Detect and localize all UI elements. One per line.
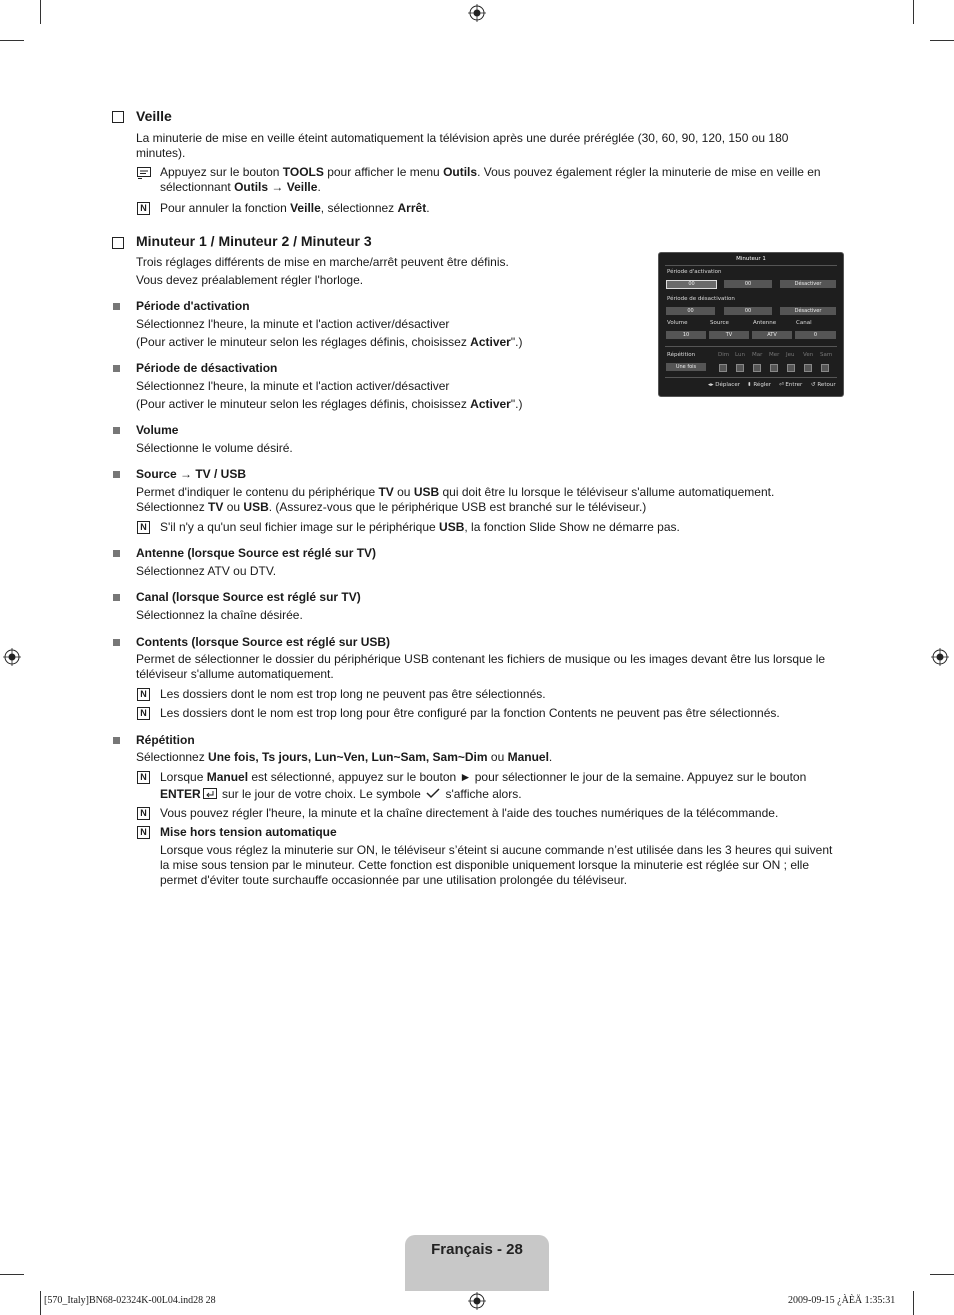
tv-on-minute-field[interactable]: 00: [724, 280, 772, 288]
item-title-desactivation: Période de désactivation: [136, 361, 278, 375]
tv-on-hour-field[interactable]: 00: [666, 280, 717, 289]
tools-icon: [137, 167, 151, 179]
tv-antenne-label: Antenne: [753, 320, 777, 326]
tv-antenne-field[interactable]: ATV: [752, 331, 792, 339]
crop-mark: [40, 1291, 41, 1315]
volume-line-1: Sélectionne le volume désiré.: [136, 441, 293, 455]
return-icon: ↺: [811, 382, 816, 388]
tv-panel-title: Minuteur 1: [736, 256, 766, 262]
tv-repetition-field[interactable]: Une fois: [666, 363, 706, 371]
item-title-source: Source → TV / USB: [136, 467, 247, 481]
tv-activation-label: Période d'activation: [667, 269, 722, 275]
minuteur-intro-2: Vous devez préalablement régler l'horloge.: [136, 273, 364, 287]
enter-icon: ⏎: [779, 382, 784, 388]
tv-deactivation-label: Période de désactivation: [667, 296, 735, 302]
item-title-volume: Volume: [136, 423, 179, 437]
tv-day-label: Jeu: [786, 352, 795, 358]
registration-mark-icon: [931, 648, 949, 666]
veille-description: La minuterie de mise en veille éteint automatiquement la télévision après une durée préréglée (30, 60, 90, 120, 150 ou 180 minutes).: [136, 131, 789, 160]
tv-day-label: Lun: [735, 352, 745, 358]
note-icon: N: [137, 202, 150, 215]
note-icon: N: [137, 688, 150, 701]
tv-day-checkbox[interactable]: [753, 364, 761, 372]
note-icon: N: [137, 707, 150, 720]
note-icon: N: [137, 521, 150, 534]
minuteur-intro-1: Trois réglages différents de mise en marche/arrêt peuvent être définis.: [136, 255, 509, 269]
desactivation-line-1: Sélectionnez l'heure, la minute et l'action activer/désactiver: [136, 379, 450, 393]
tv-canal-field[interactable]: 0: [795, 331, 836, 339]
veille-tools-note: Appuyez sur le bouton TOOLS pour afficher le menu Outils. Vous pouvez également régler la minuterie de mise en veille en sélectionnant Outils → Veille.: [160, 165, 821, 194]
tv-day-label: Dim: [718, 352, 730, 358]
canal-line-1: Sélectionnez la chaîne désirée.: [136, 608, 303, 622]
section-title-veille: Veille: [136, 108, 172, 124]
activation-line-1: Sélectionnez l'heure, la minute et l'action activer/désactiver: [136, 317, 450, 331]
registration-mark-icon: [3, 648, 21, 666]
tv-divider: [665, 265, 837, 266]
footer-timestamp: 2009-09-15 ¿ÀÈÄ 1:35:31: [788, 1295, 896, 1306]
tv-volume-field[interactable]: 10: [666, 331, 706, 339]
note-icon: N: [137, 771, 150, 784]
repetition-note-1-line-1: Lorsque Manuel est sélectionné, appuyez sur le bouton ► pour sélectionner le jour de la semaine. Appuyez sur le bouton: [160, 770, 807, 784]
contents-note-2: Les dossiers dont le nom est trop long pour être configuré par la fonction Contents ne peuvent pas être sélectionnés.: [160, 706, 780, 720]
tv-source-label: Source: [710, 320, 729, 326]
repetition-note-1-line-2: ENTER sur le jour de votre choix. Le symbole s'affiche alors.: [160, 787, 522, 801]
tv-repetition-label: Répétition: [667, 352, 696, 358]
repetition-note-3-title: Mise hors tension automatique: [160, 825, 337, 839]
tv-on-action-field[interactable]: Désactiver: [780, 280, 836, 288]
activation-line-2: (Pour activer le minuteur selon les réglages définis, choisissez Activer".): [136, 335, 523, 349]
crop-mark: [913, 0, 914, 24]
bullet-square-icon: [113, 594, 120, 601]
item-title-canal: Canal (lorsque Source est réglé sur TV): [136, 590, 361, 604]
bullet-square-icon: [113, 737, 120, 744]
bullet-square-icon: [113, 365, 120, 372]
antenne-line-1: Sélectionnez ATV ou DTV.: [136, 564, 277, 578]
tv-day-label: Ven: [803, 352, 814, 358]
tv-divider: [665, 377, 837, 378]
tv-divider: [665, 346, 837, 347]
crop-mark: [0, 40, 24, 41]
checkbox-bullet-icon: [112, 237, 124, 249]
repetition-note-2: Vous pouvez régler l'heure, la minute et la chaîne directement à l'aide des touches numériques de la télécommande.: [160, 806, 779, 820]
footer-file-info: [570_Italy]BN68-02324K-00L04.ind28 28: [44, 1295, 216, 1306]
tv-day-label: Sam: [820, 352, 833, 358]
registration-mark-icon: [468, 1292, 486, 1310]
note-icon: N: [137, 807, 150, 820]
crop-mark: [913, 1291, 914, 1315]
tv-source-field[interactable]: TV: [709, 331, 749, 339]
bullet-square-icon: [113, 471, 120, 478]
tv-off-minute-field[interactable]: 00: [724, 307, 772, 315]
tv-timer-panel: [658, 252, 844, 397]
item-title-contents: Contents (lorsque Source est réglé sur USB): [136, 635, 391, 649]
bullet-square-icon: [113, 639, 120, 646]
crop-mark: [930, 40, 954, 41]
tv-day-checkbox[interactable]: [770, 364, 778, 372]
source-line-2: Sélectionnez TV ou USB. (Assurez-vous que le périphérique USB est branché sur le téléviseur.): [136, 500, 647, 514]
tv-day-checkbox[interactable]: [719, 364, 727, 372]
desactivation-line-2: (Pour activer le minuteur selon les réglages définis, choisissez Activer".): [136, 397, 523, 411]
tv-day-checkbox[interactable]: [804, 364, 812, 372]
source-note: S'il n'y a qu'un seul fichier image sur le périphérique USB, la fonction Slide Show ne démarre pas.: [160, 520, 680, 534]
tv-day-label: Mer: [769, 352, 780, 358]
repetition-note-3-body: Lorsque vous réglez la minuterie sur ON, le téléviseur s’éteint si aucune commande n’est utilisée dans les 3 heures qui suivent la mise sous tension par le minuteur. Cette fonction est disponible uniquement lorsque la minuterie est réglée sur ON ; elle permet d'éviter toute surchauffe occasionnée par une utilisation prolongée du téléviseur.: [160, 843, 833, 887]
checkbox-bullet-icon: [112, 111, 124, 123]
contents-line-1: Permet de sélectionner le dossier du périphérique USB contenant les fichiers de musique ou les images devant être lus lorsque le téléviseur s'allume automatiquement.: [136, 652, 826, 681]
crop-mark: [930, 1274, 954, 1275]
enter-icon: [203, 788, 217, 799]
item-title-antenne: Antenne (lorsque Source est réglé sur TV): [136, 546, 377, 560]
up-down-arrow-icon: ⬍: [747, 382, 752, 388]
item-title-repetition: Répétition: [136, 733, 195, 747]
tv-nav-return: ↺ Retour: [811, 382, 836, 388]
source-line-1: Permet d'indiquer le contenu du périphérique TV ou USB qui doit être lu lorsque le téléviseur s'allume automatiquement.: [136, 485, 775, 499]
note-icon: N: [137, 826, 150, 839]
page-number-badge: [405, 1235, 549, 1291]
left-right-arrow-icon: ◂▸: [708, 382, 714, 388]
repetition-line-1: Sélectionnez Une fois, Ts jours, Lun~Ven, Lun~Sam, Sam~Dim ou Manuel.: [136, 750, 553, 764]
tv-day-checkbox[interactable]: [736, 364, 744, 372]
tv-canal-label: Canal: [796, 320, 812, 326]
tv-nav-enter: ⏎ Entrer: [779, 382, 803, 388]
tv-nav-move: ◂▸ Déplacer: [708, 382, 740, 388]
checkmark-icon: [426, 788, 440, 799]
item-title-activation: Période d'activation: [136, 299, 250, 313]
tv-day-label: Mar: [752, 352, 763, 358]
tv-nav-adjust: ⬍ Régler: [747, 382, 771, 388]
bullet-square-icon: [113, 303, 120, 310]
veille-cancel-note: Pour annuler la fonction Veille, sélectionnez Arrêt.: [160, 201, 430, 215]
bullet-square-icon: [113, 550, 120, 557]
tv-volume-label: Volume: [667, 320, 688, 326]
tv-off-hour-field[interactable]: 00: [666, 307, 715, 315]
tv-off-action-field[interactable]: Désactiver: [780, 307, 836, 315]
crop-mark: [0, 1274, 24, 1275]
bullet-square-icon: [113, 427, 120, 434]
contents-note-1: Les dossiers dont le nom est trop long ne peuvent pas être sélectionnés.: [160, 687, 546, 701]
registration-mark-icon: [468, 4, 486, 22]
section-title-minuteur: Minuteur 1 / Minuteur 2 / Minuteur 3: [136, 233, 372, 249]
crop-mark: [40, 0, 41, 24]
page-number: Français - 28: [431, 1241, 523, 1258]
tv-day-checkbox[interactable]: [787, 364, 795, 372]
tv-day-checkbox[interactable]: [821, 364, 829, 372]
